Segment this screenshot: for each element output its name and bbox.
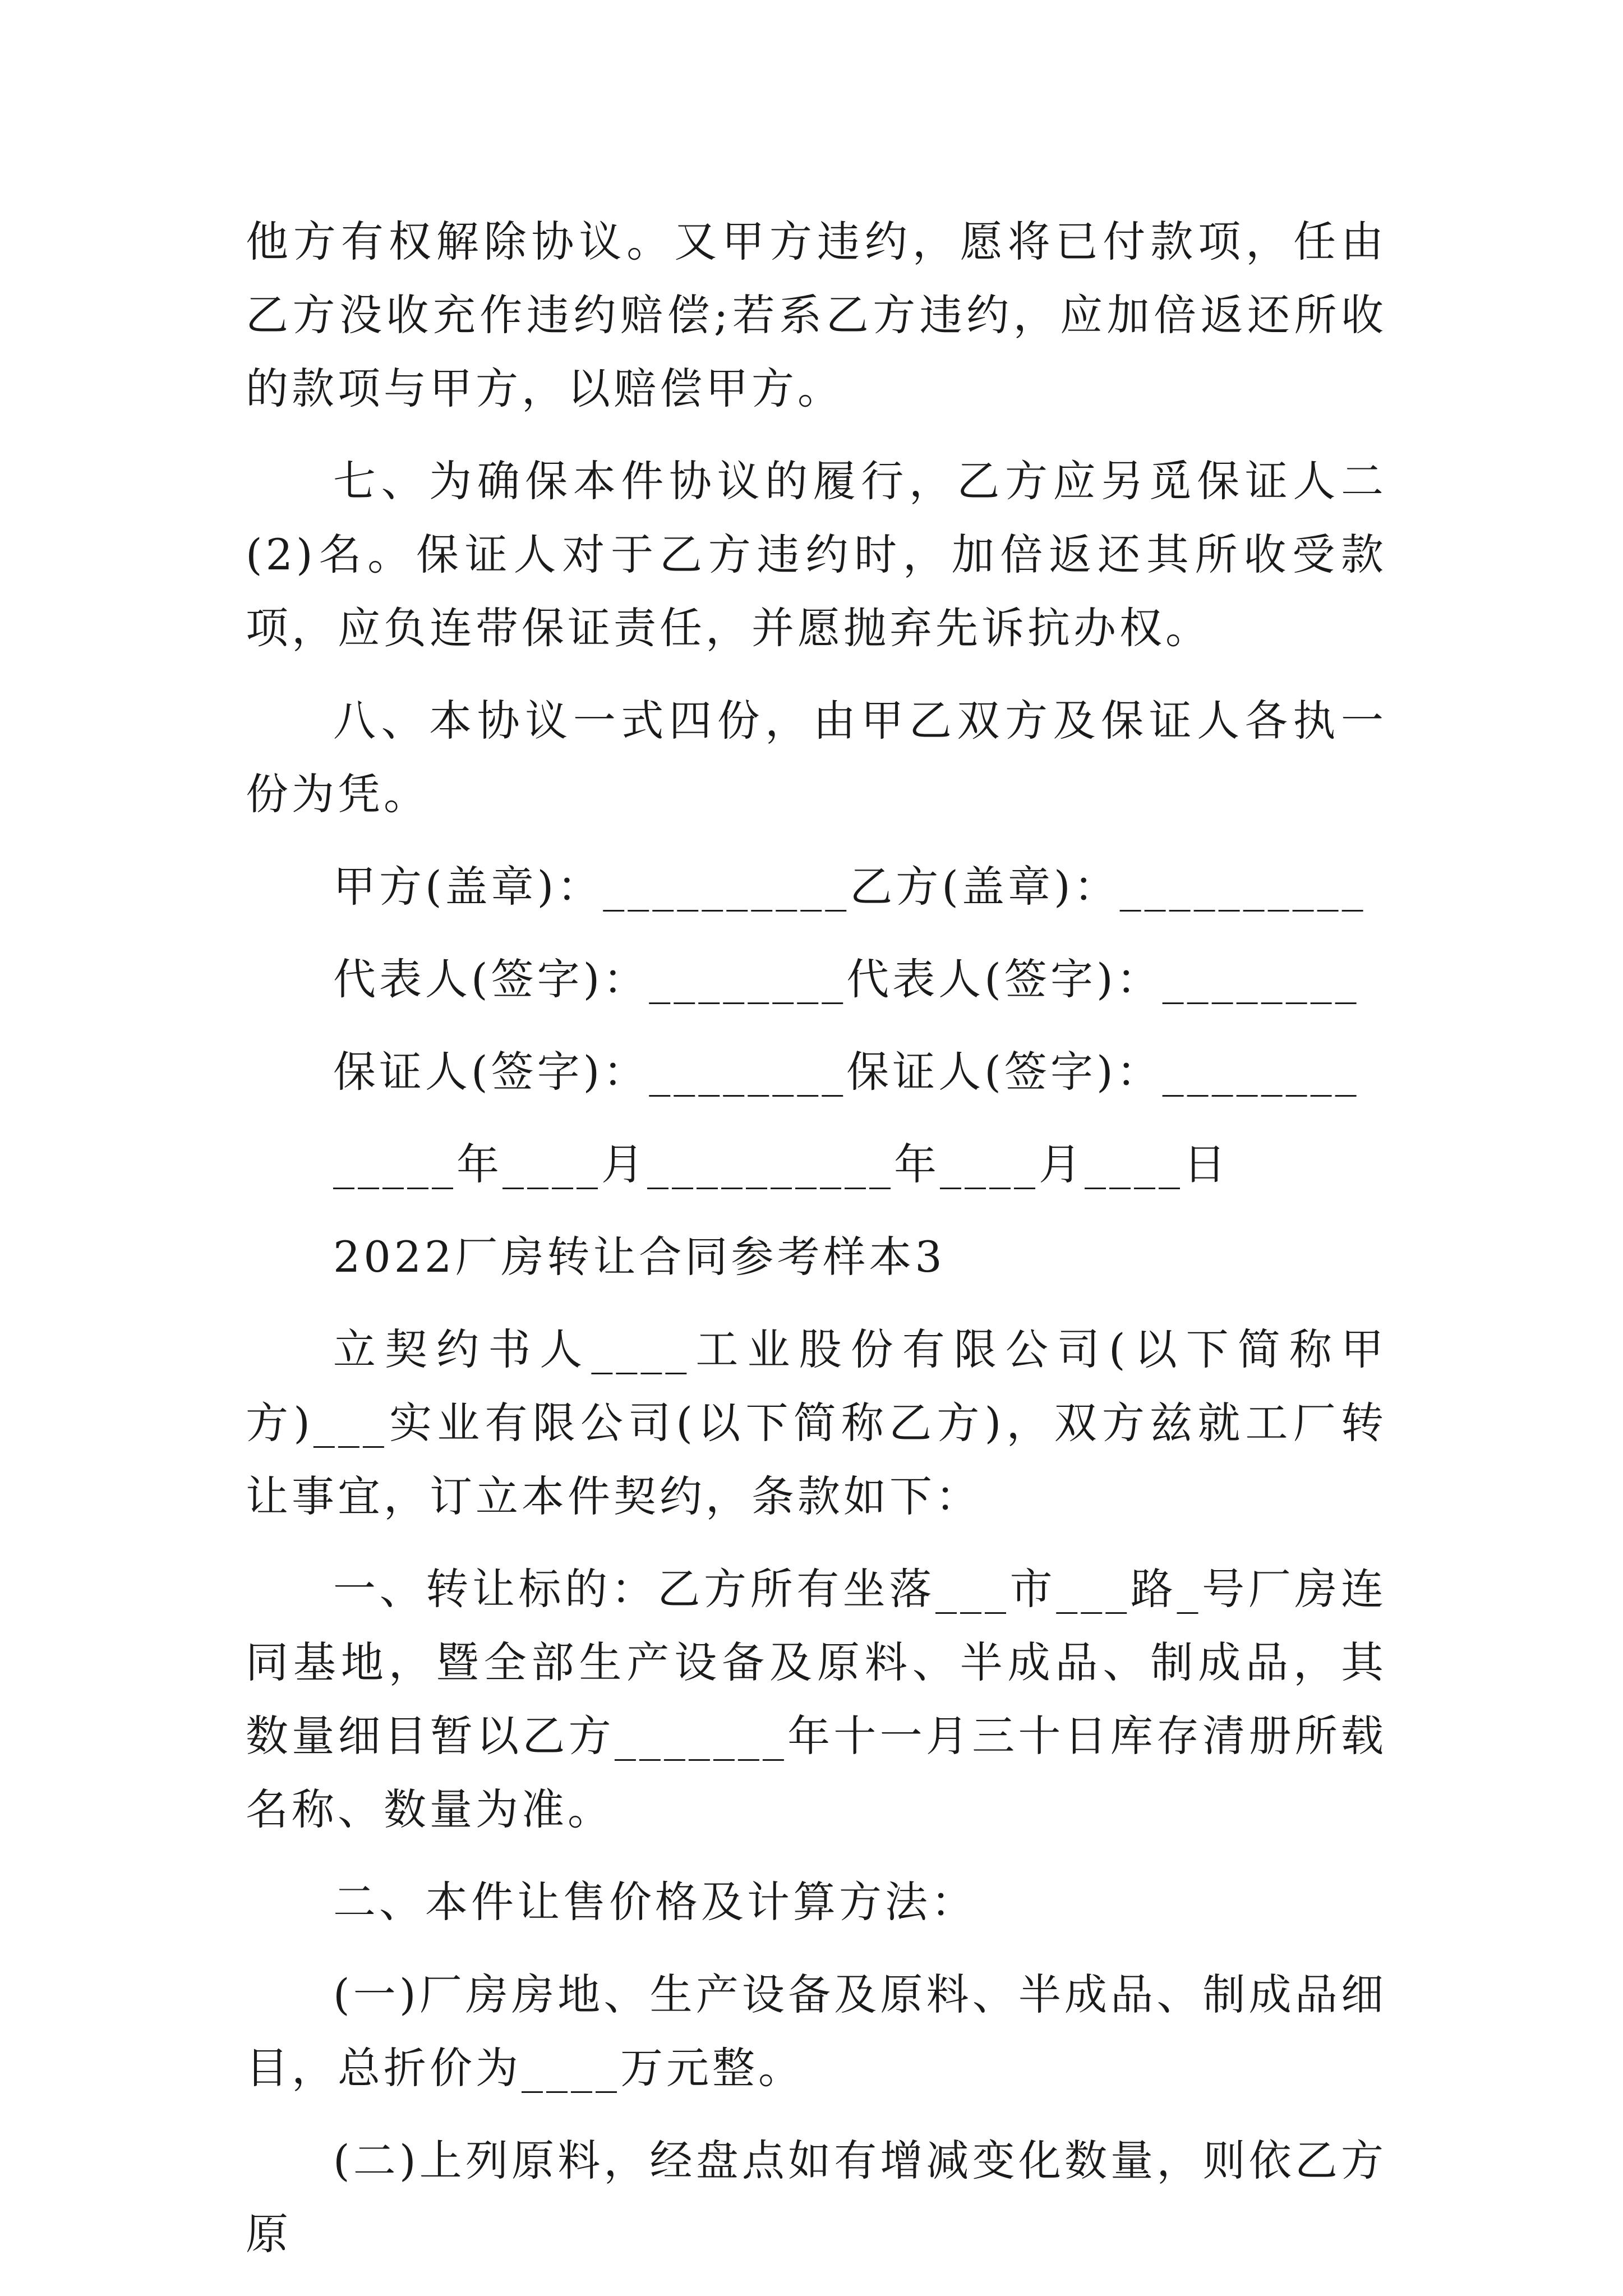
document-content	[246, 205, 1387, 2290]
signature-line-party-seal: 甲方(盖章)：__________乙方(盖章)：__________	[333, 862, 1367, 912]
signature-line-representative: 代表人(签字)：________代表人(签字)：________	[333, 954, 1360, 1004]
paragraph-copies-clause: 八、本协议一式四份，由甲乙双方及保证人各执一份为凭。	[246, 696, 1387, 819]
paragraph-contract-parties: 立契约书人____工业股份有限公司(以下简称甲方)___实业有限公司(以下简称乙方)，双方兹就工厂转让事宜，订立本件契约，条款如下：	[246, 1324, 1387, 1521]
section-title: 2022厂房转让合同参考样本3	[333, 1232, 946, 1282]
signature-line-date: _____年____月__________年____月____日	[333, 1139, 1229, 1189]
signature-line-guarantor: 保证人(签字)：________保证人(签字)：________	[333, 1047, 1360, 1097]
paragraph-breach-terms: 他方有权解除协议。又甲方违约，愿将已付款项，任由乙方没收充作违约赔偿;若系乙方违约，应加倍返还所收的款项与甲方，以赔偿甲方。	[246, 217, 1387, 413]
paragraph-price-item-2: (二)上列原料，经盘点如有增减变化数量，则依乙方原	[246, 2136, 1387, 2259]
paragraph-price-item-1: (一)厂房房地、生产设备及原料、半成品、制成品细目，总折价为____万元整。	[246, 1970, 1387, 2093]
paragraph-guarantor-clause: 七、为确保本件协议的履行，乙方应另觅保证人二(2)名。保证人对于乙方违约时，加倍返还其所收受款项，应负连带保证责任，并愿抛弃先诉抗办权。	[246, 456, 1387, 653]
paragraph-price-heading: 二、本件让售价格及计算方法：	[333, 1877, 977, 1927]
paragraph-transfer-subject: 一、转让标的：乙方所有坐落___市___路_号厂房连同基地，暨全部生产设备及原料、半成品、制成品，其数量细目暂以乙方_______年十一月三十日库存清册所载名称、数量为准。	[246, 1564, 1387, 1834]
